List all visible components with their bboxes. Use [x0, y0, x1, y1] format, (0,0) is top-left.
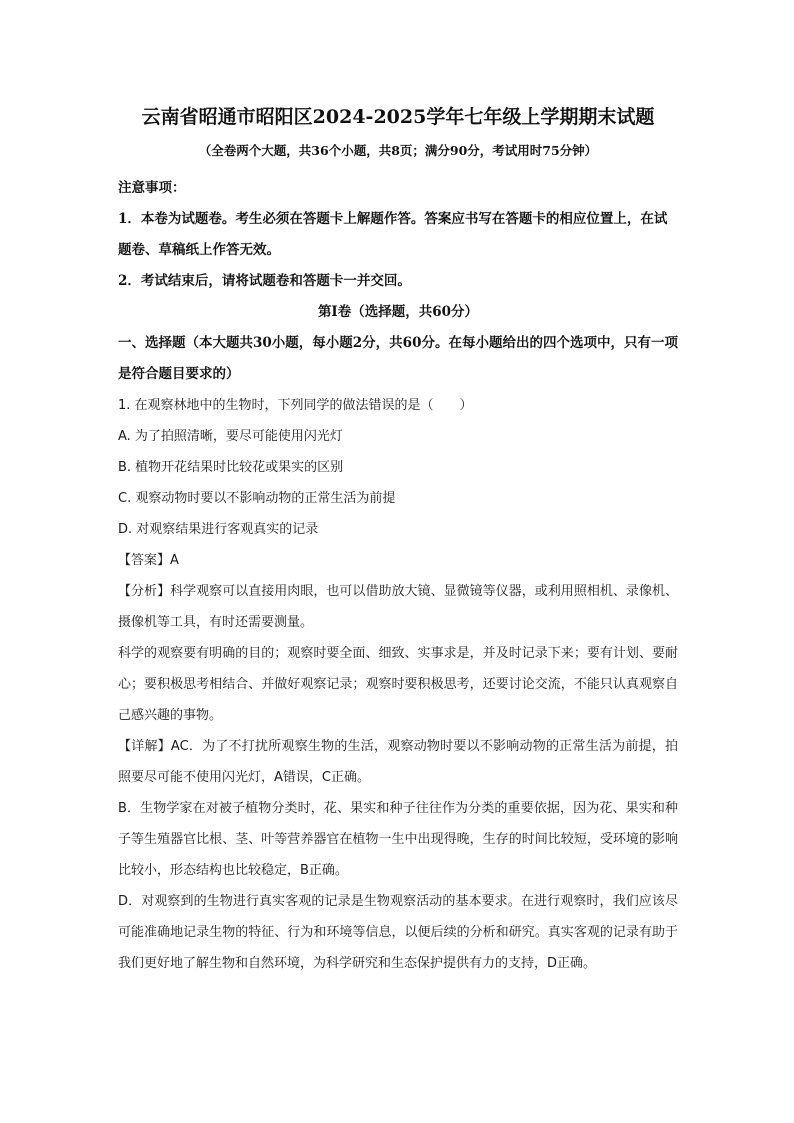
option-c: C. 观察动物时要以不影响动物的正常生活为前提	[118, 491, 396, 506]
page-title: 云南省昭通市昭阳区2024-2025学年七年级上学期期末试题	[141, 106, 655, 128]
explanation-b: B．生物学家在对被子植物分类时，花、果实和种子往往作为分类的重要依据，因为花、果实和种子等生殖器官比根、茎、叶等营养器官在植物一生中出现得晚，生存的时间比较短，受环境的影响比较小，形态结构也比较稳定，B正确。	[118, 801, 678, 878]
notice-heading: 注意事项：	[118, 180, 186, 196]
notice-item-2: 2．考试结束后，请将试题卷和答题卡一并交回。	[118, 273, 411, 289]
exam-page	[118, 103, 678, 979]
section-title: 第Ⅰ卷（选择题，共60分）	[317, 304, 479, 320]
exam-info: （全卷两个大题，共36个小题，共8页；满分90分，考试用时75分钟）	[198, 143, 598, 158]
explanation-d: D．对观察到的生物进行真实客观的记录是生物观察活动的基本要求。在进行观察时，我们应该尽可能准确地记录生物的特征、行为和环境等信息，以便后续的分析和研究。真实客观的记录有助于我们更好地了解生物和自然环境，为科学研究和生态保护提供有力的支持，D正确。	[118, 894, 678, 971]
analysis-paragraph-2: 科学的观察要有明确的目的；观察时要全面、细致、实事求是，并及时记录下来；要有计划、要耐心；要积极思考相结合、并做好观察记录；观察时要积极思考，还要讨论交流，不能只认真观察自己感兴趣的事物。	[118, 646, 678, 723]
part-one-instructions: 一、选择题（本大题共30小题，每小题2分，共60分。在每小题给出的四个选项中，只有一项是符合题目要求的）	[118, 335, 678, 382]
explanation-ac: 【详解】AC．为了不打扰所观察生物的生活，观察动物时要以不影响动物的正常生活为前提，拍照要尽可能不使用闪光灯，A错误，C正确。	[118, 739, 678, 785]
option-d: D. 对观察结果进行客观真实的记录	[118, 522, 319, 537]
option-b: B. 植物开花结果时比较花或果实的区别	[118, 460, 344, 475]
option-a: A. 为了拍照清晰，要尽可能使用闪光灯	[118, 429, 343, 444]
question-stem: 1. 在观察林地中的生物时，下列同学的做法错误的是（ ）	[118, 398, 473, 413]
analysis-paragraph-1: 【分析】科学观察可以直接用肉眼，也可以借助放大镜、显微镜等仪器，或利用照相机、录像机、摄像机等工具，有时还需要测量。	[118, 584, 678, 630]
answer-line: 【答案】A	[118, 553, 179, 568]
notice-item-1: 1．本卷为试题卷。考生必须在答题卡上解题作答。答案应书写在答题卡的相应位置上，在试题卷、草稿纸上作答无效。	[118, 211, 668, 258]
